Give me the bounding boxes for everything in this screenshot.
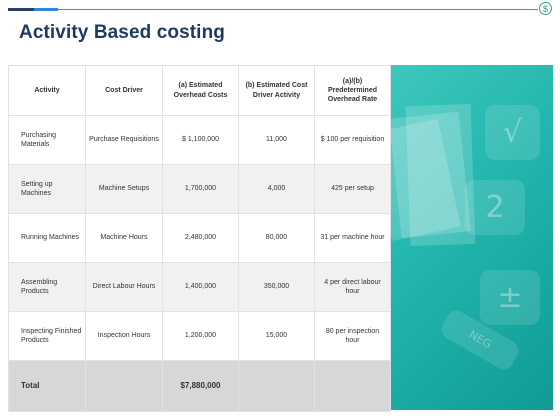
table-row bbox=[9, 116, 391, 165]
driver-activity-cell: 80,000 bbox=[239, 214, 315, 263]
overhead-cost-cell: $ 1,100,000 bbox=[163, 116, 239, 165]
driver-activity-cell: 350,000 bbox=[239, 263, 315, 312]
table-header-row bbox=[9, 66, 391, 116]
column-header: (a) Estimated Overhead Costs bbox=[163, 66, 239, 116]
dollar-icon: $ bbox=[539, 2, 552, 15]
driver-activity-cell: 4,000 bbox=[239, 165, 315, 214]
overhead-rate-cell: $ 100 per requisition bbox=[315, 116, 391, 165]
total-empty-cell bbox=[315, 361, 391, 412]
column-header: (b) Estimated Cost Driver Activity bbox=[239, 66, 315, 116]
calculator-key-icon: 2 bbox=[465, 180, 525, 235]
driver-activity-cell: 11,000 bbox=[239, 116, 315, 165]
cost-driver-cell: Inspection Hours bbox=[86, 312, 163, 361]
top-accent-bar bbox=[8, 8, 538, 11]
accent-segment-blue bbox=[34, 8, 58, 11]
calculator-key-icon: ± bbox=[480, 270, 540, 325]
activity-cell: Running Machines bbox=[9, 214, 86, 263]
column-header: Activity bbox=[9, 66, 86, 116]
activity-cell: Inspecting Finished Products bbox=[9, 312, 86, 361]
table-row bbox=[9, 214, 391, 263]
total-label: Total bbox=[9, 361, 86, 412]
activity-costing-table bbox=[8, 65, 391, 412]
overhead-cost-cell: 1,400,000 bbox=[163, 263, 239, 312]
table-row bbox=[9, 263, 391, 312]
total-overhead-cell: $7,880,000 bbox=[163, 361, 239, 412]
driver-activity-cell: 15,000 bbox=[239, 312, 315, 361]
column-header: Cost Driver bbox=[86, 66, 163, 116]
total-empty-cell bbox=[86, 361, 163, 412]
cost-driver-cell: Machine Hours bbox=[86, 214, 163, 263]
total-row bbox=[9, 361, 391, 412]
overhead-cost-cell: 2,480,000 bbox=[163, 214, 239, 263]
activity-cell: Setting up Machines bbox=[9, 165, 86, 214]
overhead-cost-cell: 1,700,000 bbox=[163, 165, 239, 214]
activity-cell: Assembling Products bbox=[9, 263, 86, 312]
overhead-rate-cell: 4 per direct labour hour bbox=[315, 263, 391, 312]
calculator-key-icon: NEG bbox=[438, 307, 522, 373]
cost-driver-cell: Purchase Requisitions bbox=[86, 116, 163, 165]
cost-driver-cell: Direct Labour Hours bbox=[86, 263, 163, 312]
cost-driver-cell: Machine Setups bbox=[86, 165, 163, 214]
calculator-key-icon: √ bbox=[485, 105, 540, 160]
overhead-rate-cell: 425 per setup bbox=[315, 165, 391, 214]
overhead-cost-cell: 1,200,000 bbox=[163, 312, 239, 361]
table-row bbox=[9, 312, 391, 361]
accent-segment-navy bbox=[8, 8, 34, 11]
calculator-cards-image bbox=[390, 65, 553, 410]
column-header: (a)/(b) Predetermined Overhead Rate bbox=[315, 66, 391, 116]
overhead-rate-cell: 31 per machine hour bbox=[315, 214, 391, 263]
accent-line-green bbox=[58, 9, 538, 10]
page-title: Activity Based costing bbox=[19, 22, 225, 43]
overhead-rate-cell: 80 per inspection hour bbox=[315, 312, 391, 361]
table-row bbox=[9, 165, 391, 214]
activity-cell: Purchasing Materials bbox=[9, 116, 86, 165]
total-empty-cell bbox=[239, 361, 315, 412]
